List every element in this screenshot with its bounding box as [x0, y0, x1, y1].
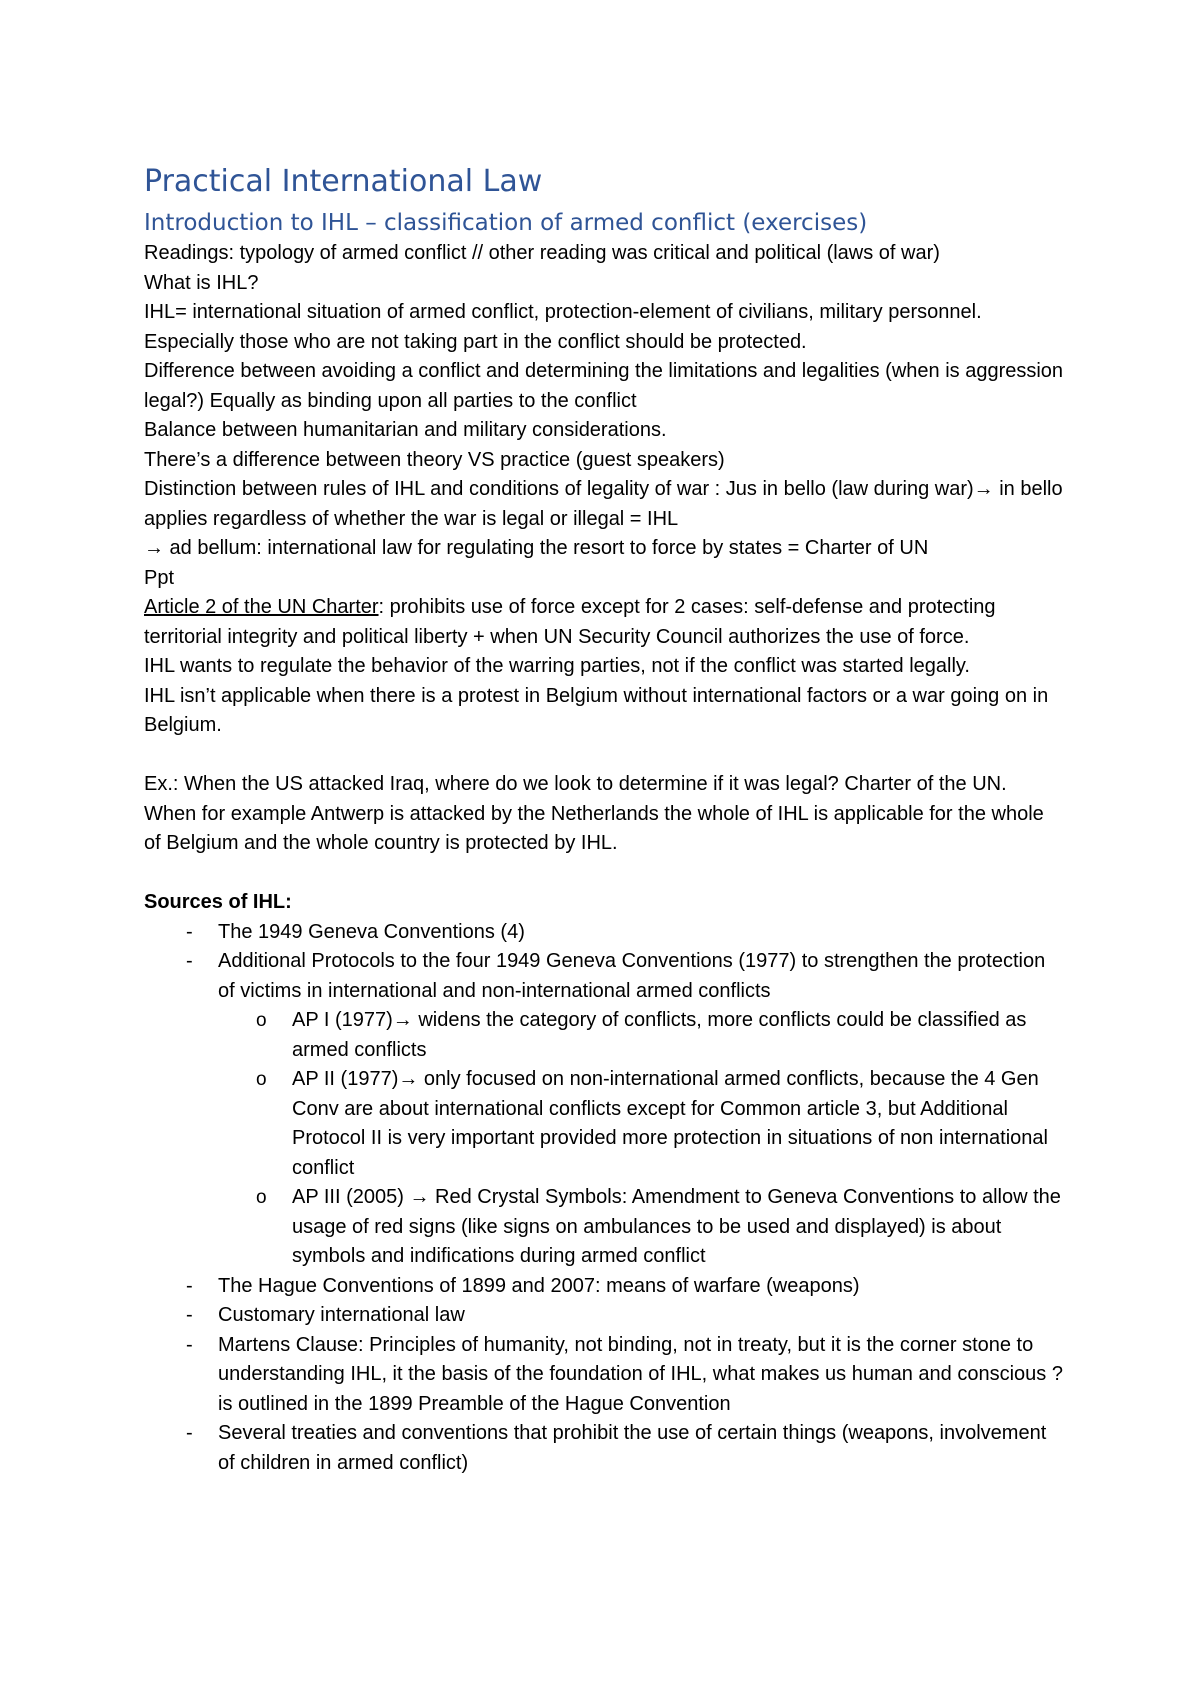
paragraph-what-is-ihl: What is IHL?	[144, 271, 259, 294]
circle-bullet: o	[256, 1069, 267, 1090]
article-2-text: : prohibits use of force except for 2 cases: self-defense and protecting territorial integrity and political liberty + when UN Security Council authorizes the use of force.	[144, 596, 996, 648]
source-item-martens: Martens Clause: Principles of humanity, not binding, not in treaty, but it is the corner stone to understanding IHL, it the basis of the foundation of IHL, what makes us human and conscious ? is outlined in the 1899 Preamble of the Hague Convention	[218, 1333, 1063, 1415]
list-item	[144, 1419, 1064, 1478]
paragraph-difference: Difference between avoiding a conflict and determining the limitations and legalities (when is aggression legal?) Equally as binding upon all parties to the conflict	[144, 360, 1064, 412]
list-item	[218, 1183, 1064, 1272]
dash-bullet: -	[186, 1422, 193, 1444]
article-2-link[interactable]: Article 2 of the UN Charter	[144, 596, 379, 618]
circle-bullet: o	[256, 1010, 267, 1031]
source-item-hague: The Hague Conventions of 1899 and 2007: means of warfare (weapons)	[218, 1274, 860, 1297]
list-item	[144, 1272, 1064, 1302]
paragraph-regulate: IHL wants to regulate the behavior of the warring parties, not if the conflict was started legally.	[144, 655, 970, 677]
paragraph-jus-in-bello: Distinction between rules of IHL and conditions of legality of war : Jus in bello (law during war)→ in bello applies regardless of whether the war is legal or illegal = IHL	[144, 478, 1063, 530]
paragraph-theory-practice: There’s a difference between theory VS practice (guest speakers)	[144, 448, 725, 471]
list-item	[144, 918, 1064, 948]
dash-bullet: -	[186, 1274, 193, 1297]
dash-bullet: -	[186, 950, 193, 972]
paragraph-ppt: Ppt	[144, 566, 175, 589]
paragraph-ad-bellum: → ad bellum: international law for regulating the resort to force by states = Charter of UN	[144, 537, 929, 559]
protocol-ap2: AP II (1977)→ only focused on non-international armed conflicts, because the 4 Gen Conv are about international conflicts except for Common article 3, but Additional Protocol II is very important provided more protection in situations of non international conflict	[292, 1068, 1048, 1179]
sources-list	[144, 918, 1064, 1479]
protocol-ap3: AP III (2005) → Red Crystal Symbols: Amendment to Geneva Conventions to allow the usage of red signs (like signs on ambulances to be used and displayed) is about symbols and indifications during armed conflict	[292, 1186, 1061, 1267]
list-item	[218, 1065, 1064, 1183]
dash-bullet: -	[186, 1304, 193, 1326]
dash-bullet: -	[186, 1333, 193, 1356]
blank-line	[144, 859, 1064, 889]
paragraph-balance: Balance between humanitarian and military considerations.	[144, 419, 667, 441]
list-item	[218, 1006, 1064, 1065]
document-title: Practical International Law	[144, 164, 543, 199]
paragraph-example: Ex.: When the US attacked Iraq, where do we look to determine if it was legal? Charter of the UN. When for example Antwerp is attacked by the Netherlands the whole of IHL is applicable for the whole of Belgium and the whole country is protected by IHL.	[144, 773, 1044, 854]
source-item-customary: Customary international law	[218, 1304, 465, 1326]
document-subtitle: Introduction to IHL – classification of armed conflict (exercises)	[144, 210, 868, 236]
list-item	[144, 1331, 1064, 1420]
paragraph-not-applicable: IHL isn’t applicable when there is a protest in Belgium without international factors or a war going on in Belgium.	[144, 684, 1049, 736]
list-item	[144, 1301, 1064, 1331]
protocols-sublist	[218, 1006, 1064, 1272]
blank-line	[144, 741, 1064, 771]
list-item	[144, 947, 1064, 1272]
source-item-treaties: Several treaties and conventions that prohibit the use of certain things (weapons, involvement of children in armed conflict)	[218, 1422, 1047, 1474]
sources-heading: Sources of IHL:	[144, 891, 292, 913]
dash-bullet: -	[186, 920, 193, 943]
paragraph-article-2	[144, 593, 1064, 652]
document-body	[144, 163, 1064, 1478]
circle-bullet: o	[256, 1187, 267, 1208]
paragraph-readings: Readings: typology of armed conflict // other reading was critical and political (laws of war)	[144, 242, 940, 264]
source-item-geneva: The 1949 Geneva Conventions (4)	[218, 920, 525, 943]
paragraph-ihl-definition: IHL= international situation of armed conflict, protection-element of civilians, military personnel. Especially those who are not taking part in the conflict should be protected.	[144, 301, 982, 353]
source-item-protocols: Additional Protocols to the four 1949 Geneva Conventions (1977) to strengthen the protection of victims in international and non-international armed conflicts	[218, 950, 1046, 1002]
protocol-ap1: AP I (1977)→ widens the category of conflicts, more conflicts could be classified as armed conflicts	[292, 1009, 1027, 1061]
